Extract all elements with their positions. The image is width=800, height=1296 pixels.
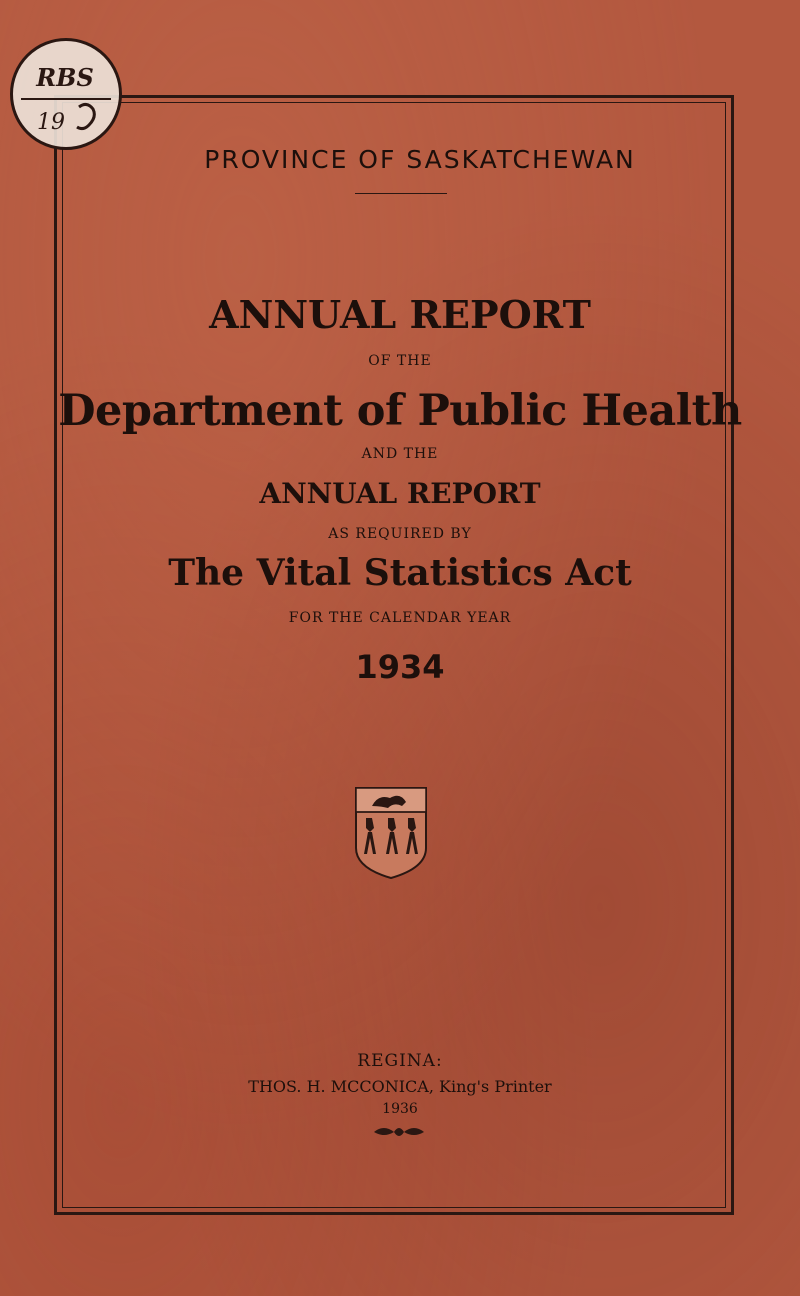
calendar-year-text: FOR THE CALENDAR YEAR [288,610,512,626]
and-the-text: AND THE [361,446,439,462]
coat-of-arms-icon [352,784,430,880]
divider [355,193,447,194]
report-title: ANNUAL REPORT [209,292,591,337]
report-year: 1934 [355,648,445,686]
library-stamp [10,38,122,150]
imprint-printer: THOS. H. MCCONICA, King's Printer [248,1077,552,1096]
stamp-text-top: RBS [36,63,94,92]
as-required-text: AS REQUIRED BY [328,526,472,542]
imprint-city: REGINA: [357,1051,443,1071]
province-heading: PROVINCE OF SASKATCHEWAN [204,145,636,174]
stamp-text-bottom: 19 [37,110,65,135]
act-title: The Vital Statistics Act [168,552,632,594]
library-stamp-seal [13,41,119,147]
report-title-secondary: ANNUAL REPORT [259,477,541,510]
department-title: Department of Public Health [58,386,742,436]
of-the-text: OF THE [368,353,432,369]
printer-ornament-icon [372,1122,426,1140]
imprint-year: 1936 [382,1101,418,1117]
